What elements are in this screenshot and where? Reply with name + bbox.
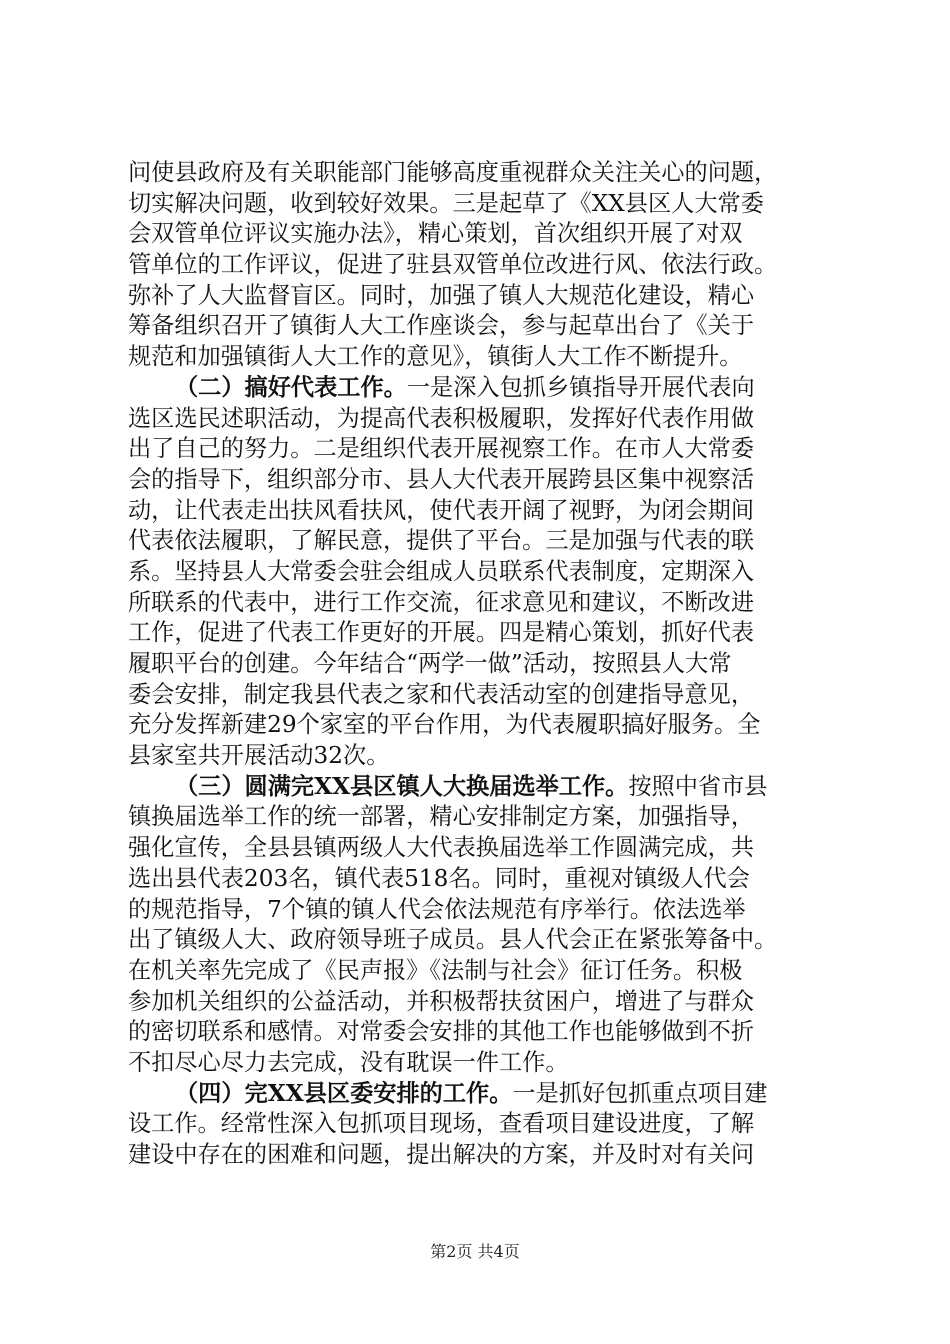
- section-heading-line: [128, 373, 848, 404]
- text-line: 工作，促进了代表工作更好的开展。四是精心策划，抓好代表: [128, 619, 755, 647]
- text-line: 出了镇级人大、政府领导班子成员。县人代会正在紧张筹备中。: [128, 926, 778, 954]
- text-line: 选出县代表203名，镇代表518名。同时，重视对镇级人代会: [128, 864, 750, 892]
- text-line: 的规范指导，7个镇的镇人代会依法规范有序举行。依法选举: [128, 895, 746, 923]
- text-line: 建设中存在的困难和问题，提出解决的方案，并及时对有关问: [128, 1141, 755, 1168]
- text-line: 在机关率先完成了《民声报》《法制与社会》征订任务。积极: [128, 956, 743, 984]
- text-line: 动，让代表走出扶风看扶风，使代表开阔了视野，为闭会期间: [128, 496, 755, 524]
- text-run: 一是抓好包抓重点项目建: [512, 1079, 768, 1107]
- page-number: 第2页 共4页: [430, 1242, 520, 1261]
- text-line: 切实解决问题，收到较好效果。三是起草了《XX县区人大常委: [128, 189, 764, 217]
- section-heading: （二）搞好代表工作。: [175, 373, 407, 401]
- text-line: 系。坚持县人大常委会驻会组成人员联系代表制度，定期深入: [128, 557, 755, 585]
- text-line: 履职平台的创建。今年结合“两学一做”活动，按照县人大常: [128, 650, 732, 677]
- text-line: 会双管单位评议实施办法》，精心策划，首次组织开展了对双: [128, 220, 743, 248]
- section-heading-line: [128, 772, 848, 803]
- text-line: 代表依法履职，了解民意，提供了平台。三是加强与代表的联: [128, 527, 755, 555]
- text-line: 的密切联系和感情。对常委会安排的其他工作也能够做到不折: [128, 1018, 755, 1046]
- text-line: 县家室共开展活动32次。: [128, 742, 390, 770]
- text-run: 按照中省市县: [628, 772, 768, 800]
- text-line: 管单位的工作评议，促进了驻县双管单位改进行风、依法行政。: [128, 251, 778, 279]
- text-line: 强化宣传，全县县镇两级人大代表换届选举工作圆满完成，共: [128, 834, 755, 862]
- text-run: 一是深入包抓乡镇指导开展代表向: [406, 373, 755, 401]
- text-line: 会的指导下，组织部分市、县人大代表开展跨县区集中视察活: [128, 465, 755, 493]
- section-heading: （四）完XX县区委安排的工作。: [175, 1079, 513, 1107]
- text-line: 筹备组织召开了镇街人大工作座谈会，参与起草出台了《关于: [128, 312, 755, 340]
- text-line: 参加机关组织的公益活动，并积极帮扶贫困户，增进了与群众: [128, 987, 755, 1015]
- text-line: 镇换届选举工作的统一部署，精心安排制定方案，加强指导，: [128, 803, 755, 831]
- text-line: 设工作。经常性深入包抓项目现场，查看项目建设进度，了解: [128, 1110, 755, 1138]
- page-footer: [0, 1242, 950, 1262]
- text-line: 充分发挥新建29个家室的平台作用，为代表履职搞好服务。全: [128, 711, 761, 739]
- text-line: 不扣尽心尽力去完成，没有耽误一件工作。: [128, 1048, 569, 1076]
- text-line: 委会安排，制定我县代表之家和代表活动室的创建指导意见，: [128, 680, 755, 708]
- section-heading: （三）圆满完XX县区镇人大换届选举工作。: [175, 772, 629, 800]
- text-line: 规范和加强镇街人大工作的意见》，镇街人大工作不断提升。: [128, 343, 743, 371]
- text-line: 出了自己的努力。二是组织代表开展视察工作。在市人大常委: [128, 435, 755, 463]
- text-line: 选区选民述职活动，为提高代表积极履职，发挥好代表作用做: [128, 404, 755, 432]
- text-line: 问使县政府及有关职能部门能够高度重视群众关注关心的问题，: [128, 159, 778, 186]
- text-line: 弥补了人大监督盲区。同时，加强了镇人大规范化建设，精心: [128, 281, 755, 309]
- section-heading-line: [128, 1079, 848, 1110]
- text-line: 所联系的代表中，进行工作交流，征求意见和建议，不断改进: [128, 588, 755, 616]
- body-text: [128, 158, 848, 1171]
